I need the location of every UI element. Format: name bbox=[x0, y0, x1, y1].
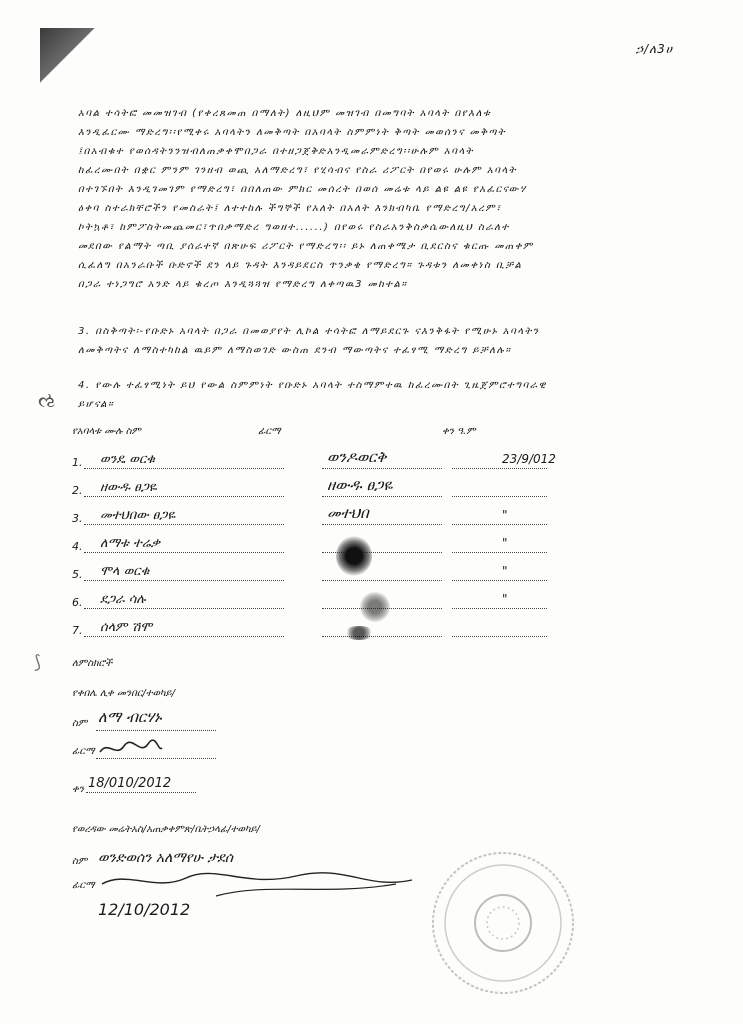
page-number: ኃ/ለ3ሀ bbox=[635, 42, 673, 56]
kebele-signature-label: ፊርማ bbox=[72, 746, 95, 757]
member-date: " bbox=[502, 592, 508, 606]
member-name: ደጋራ ሳሉ bbox=[100, 592, 146, 607]
dotted-line bbox=[322, 468, 442, 469]
text-line: ለመቅጣትና ለማስተካከል ዉይም ለማስወገድ ውስጠ ደንብ ማውጣትና ተፈፃሚ ማድረግ ይቻለሉ። bbox=[78, 345, 512, 356]
member-row bbox=[72, 478, 652, 504]
folded-corner bbox=[40, 28, 100, 88]
row-number: 6. bbox=[72, 596, 83, 609]
row-number: 2. bbox=[72, 484, 83, 497]
member-date: " bbox=[502, 564, 508, 578]
kebele-date-label: ቀን bbox=[72, 784, 84, 795]
dotted-line bbox=[96, 730, 216, 731]
text-line: 4. የውሉ ተፈፃሚነት ይህ የውል ስምምነት የቡድኑ አባላት ተስማምተዉ ከፈረሙበት ጊዜጀምሮተግባራዊ bbox=[78, 380, 547, 391]
member-date: " bbox=[502, 508, 508, 522]
office-signature-label: ፊርማ bbox=[72, 880, 95, 891]
text-line: 3. በስቅጣት፡-የቡድኑ አባላት በጋራ በመወያየት ሊኮል ተሳትፎ ለማይደርጉ ናእንቅፋት የሚሁኑ አባላትን bbox=[78, 326, 540, 337]
member-signature: ወንዶወርቅ bbox=[327, 448, 387, 466]
fingerprint-mark bbox=[344, 626, 374, 640]
member-name: መተህበው ፀጋዬ bbox=[100, 508, 176, 523]
dotted-line bbox=[322, 496, 442, 497]
dotted-line bbox=[452, 636, 547, 637]
member-name: ዘውዱ ፀጋዬ bbox=[100, 480, 157, 495]
dotted-line bbox=[452, 608, 547, 609]
margin-mark: ⟆ bbox=[34, 652, 42, 673]
office-name: ወንድወሰን አለማየሁ ታደሰ bbox=[98, 850, 234, 866]
members-table-header bbox=[72, 426, 632, 446]
dotted-line bbox=[322, 580, 442, 581]
dotted-line bbox=[84, 524, 284, 525]
dotted-line bbox=[84, 636, 284, 637]
header-date: ቀን ዓ.ም bbox=[442, 426, 476, 437]
member-date: " bbox=[502, 536, 508, 550]
member-signature: መተህበ bbox=[327, 504, 369, 522]
member-name: ወንዴ ወርቁ bbox=[100, 452, 156, 467]
row-number: 7. bbox=[72, 624, 83, 637]
member-row bbox=[72, 506, 652, 532]
margin-mark: ઌ bbox=[38, 388, 56, 412]
official-stamp bbox=[428, 848, 578, 998]
paragraph-obligations bbox=[78, 104, 678, 294]
kebele-name-label: ስም bbox=[72, 718, 88, 729]
paragraph-penalty bbox=[78, 322, 678, 360]
text-line: ሲፈለግ በአንራቡች ቡድኖች ደን ላይ ጉዳት እንዳይደርስ ጥንቃቄ የማድረግ። ጉዳቱን ለመቀነስ ቢቻል bbox=[78, 260, 523, 271]
office-heading: የወረዳው መሬትአስ/አጠቃቀምጽ/ቤትኃላፊ/ተወካይ/ bbox=[72, 824, 260, 835]
dotted-line bbox=[452, 468, 547, 469]
text-line: ይሆናል። bbox=[78, 399, 115, 410]
member-name: ሰላም ሽሞ bbox=[100, 620, 153, 635]
row-number: 3. bbox=[72, 512, 83, 525]
text-line: በጋራ ተነጋግሮ አንድ ላይ ቁረጦ እንዲጓጓዝ የማድረግ ለቀጣዉ3 መከተል። bbox=[78, 279, 408, 290]
dotted-line bbox=[452, 524, 547, 525]
row-number: 1. bbox=[72, 456, 83, 469]
member-name: ለማቱ ተሬቃ bbox=[100, 536, 161, 551]
text-line: ፤በአብቁተ የወሰዳትንንዝብለጠቃቀሞበጋራ በተዘጋጀቅድአንዲመራምድረግ፡፡ሁሉም አባላት bbox=[78, 146, 475, 157]
dotted-line bbox=[452, 552, 547, 553]
dotted-line bbox=[84, 580, 284, 581]
dotted-line bbox=[84, 552, 284, 553]
text-line: ዕቀባ ስተራክቸሮችን የመስራት፤ ለተተከሉ ችግኞች የአለት በአለት እንክብካቤ የማድረግ/አረም፣ bbox=[78, 203, 502, 214]
text-line: ከፈረሙበት በቋር ምንም ገንዘብ ወጪ አለማድረግ፣ የሂሳብና የስራ ሪፖርት በየወሩ ሁሉም አባላት bbox=[78, 165, 518, 176]
member-signature: ዘውዱ ፀጋዬ bbox=[327, 476, 393, 494]
kebele-heading: የቀበሌ ሊቀ መንበር/ተወካይ/ bbox=[72, 688, 175, 699]
kebele-signature bbox=[96, 738, 166, 760]
witnesses-label: ለምስክሮች bbox=[72, 658, 113, 669]
header-signature: ፊርማ bbox=[258, 426, 281, 437]
dotted-line bbox=[322, 524, 442, 525]
kebele-name: ለማ ብርሃኑ bbox=[98, 708, 162, 726]
dotted-line bbox=[452, 496, 547, 497]
dotted-line bbox=[322, 636, 442, 637]
dotted-line bbox=[84, 468, 284, 469]
member-name: ሞላ ወርቁ bbox=[100, 564, 150, 579]
paragraph-effectiveness bbox=[78, 376, 678, 414]
member-date: 23/9/012 bbox=[502, 452, 556, 466]
row-number: 5. bbox=[72, 568, 83, 581]
text-line: መደበው የልማት ጣቢ ያሰራተኛ በጽሁፍ ሪፖርት የማድረግ፡፡ ይኑ ለጠቀሜታ ቢደርስና ቁርጡ መጠቀም bbox=[78, 241, 534, 252]
office-name-label: ስም bbox=[72, 856, 88, 867]
dotted-line bbox=[96, 758, 216, 759]
dotted-line bbox=[84, 496, 284, 497]
member-row bbox=[72, 450, 652, 476]
office-signature bbox=[96, 862, 416, 902]
text-line: ኮትኳቶ፣ ከምፖስትመጨመር፣ጥበቃማድረ ግወዘተ......) በየወሩ የስራአንቅስቃሴውለዚህ ስራለተ bbox=[78, 222, 510, 233]
kebele-date: 18/010/2012 bbox=[88, 776, 172, 791]
dotted-line bbox=[84, 608, 284, 609]
fingerprint-mark bbox=[336, 536, 372, 576]
fingerprint-mark bbox=[360, 592, 390, 622]
text-line: በተገኙበት እንዲገመገም የማድረግ፣ በበለጠው ምክር መሰረት በወሰ መሬቱ ላይ ልዩ ልዩ የአፈርናውሃ bbox=[78, 184, 527, 195]
text-line: እንዲፈርሙ ማድረግ፡፡የሚቀሩ አባላትን ለመቅጣት በአባላት ስምምነት ቅጣት መወሰንና መቅጣት bbox=[78, 127, 507, 138]
header-name: የአባላቱ ሙሉ ስም bbox=[72, 426, 141, 437]
text-line: አባል ተሳትፎ መመዝገብ (የቀረጸመጠ በማለት) ለዚህም መዝገብ በመግባት አባላት በየእለቱ bbox=[78, 108, 492, 119]
row-number: 4. bbox=[72, 540, 83, 553]
dotted-line bbox=[452, 580, 547, 581]
office-date: 12/10/2012 bbox=[98, 900, 191, 919]
dotted-line bbox=[86, 792, 196, 793]
